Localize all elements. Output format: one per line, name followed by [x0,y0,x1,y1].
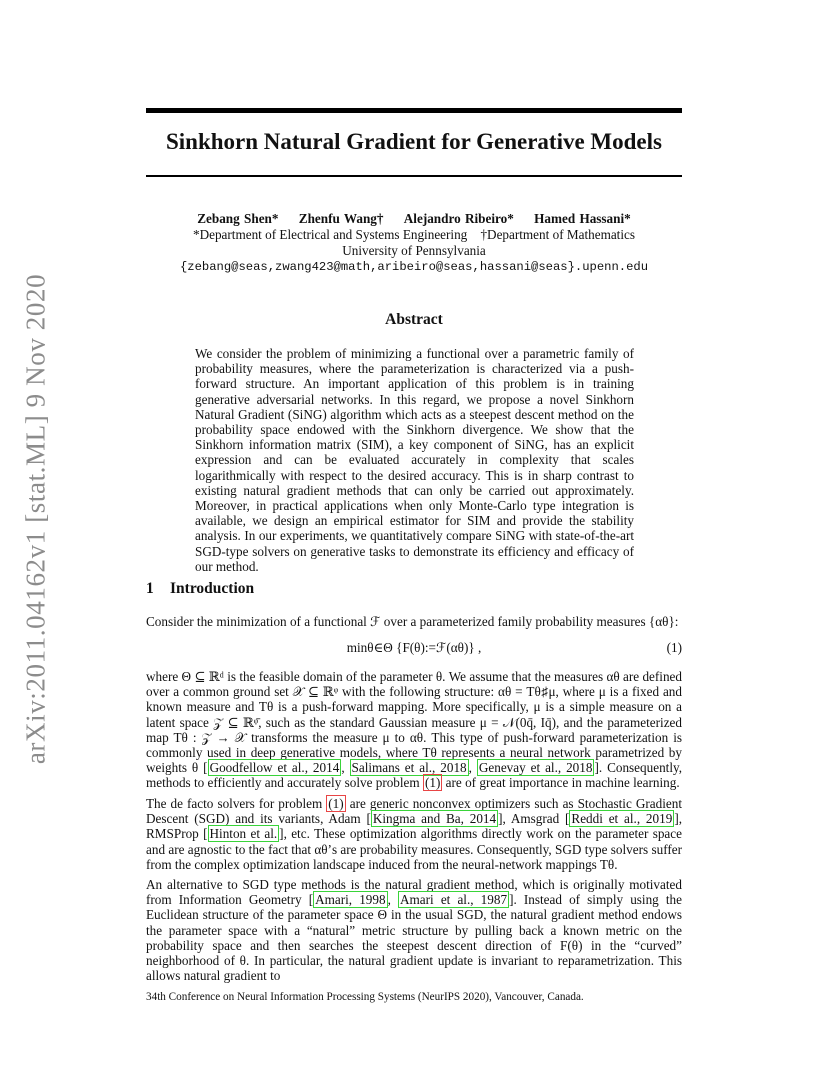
paragraph-text: ], etc. These optimization algorithms directly work on the parameter space and are agnostic to the fact that αθ’s are probability measures. Consequently, SGD type solvers suffer from the complex optimization landscape induced from the neural-network mappings Tθ. [146,826,682,872]
author-name: Hamed Hassani* [534,211,631,226]
equation-expression: minθ∈Θ {F(θ):=ℱ(αθ)} , [346,640,482,655]
paragraph-text: An alternative to SGD type methods is the natural gradient method, which is originally motivated from Information Geometry [ [146,877,682,908]
paragraph-text: are generic nonconvex optimizers such as Stochastic Gradient Descent (SGD) and its variants, Adam [ [146,796,682,827]
arxiv-identifier-stamp [14,273,58,765]
equation-reference-link[interactable]: (1) [424,775,441,791]
paragraph-text: The de facto solvers for problem [146,796,327,811]
paragraph-text: where Θ ⊆ ℝᵈ is the feasible domain of the parameter θ. We assume that the measures αθ are defined over a common ground set 𝒳 ⊆ ℝᵠ with the following structure: αθ = Tθ♯μ, where μ is a fixed and known measure and Tθ is a push-forward mapping. More specifically, μ is a simple measure on a latent space 𝒵 ⊆ ℝᵠ̄, such as the standard Gaussian measure μ = 𝒩(0q̄, Iq̄), and the parameterized map Tθ : 𝒵 → 𝒳 transforms the measure μ to αθ. This type of push-forward parameterization is commonly used in deep generative models, where Tθ represents a neural network parametrized by weights θ [ [146,669,682,776]
citation-separator: , [468,760,477,776]
citation-link[interactable]: Hinton et al. [209,826,278,842]
author-names [146,211,682,227]
paragraph-text: ], RMSProp [ [146,811,683,842]
paragraph-text: ]. Instead of simply using the Euclidean structure of the parameter space Θ in the usual SGD, the natural gradient method endows the parameter space with a “natural” metric structure by pulling back a known metric on the probability space and then searches the steepest descent direction of F(θ) in the “curved” neighborhood of θ. In particular, the natural gradient update is invariant to reparametrization. This allows natural gradient to [146,892,682,984]
citation-link[interactable]: Kingma and Ba, 2014 [372,811,497,827]
section-heading [146,580,254,598]
author-emails: {zebang@seas,zwang423@math,aribeiro@seas,hassani@seas}.upenn.edu [179,260,649,274]
citation-separator: , [387,892,399,908]
citation-link[interactable]: Reddi et al., 2019 [571,811,673,827]
paper-title: Sinkhorn Natural Gradient for Generative Models [166,129,662,154]
citation-link[interactable]: Salimans et al., 2018 [351,760,467,776]
author-name: Zebang Shen* [197,211,279,226]
affiliation-line: *Department of Electrical and Systems Engineering †Department of Mathematics [192,227,635,242]
citation-link[interactable]: Amari, 1998 [315,892,386,908]
intro-paragraph: Consider the minimization of a functional ℱ over a parameterized family probability measures {αθ}: [146,614,679,629]
paragraph-text: are of great importance in machine learning. [442,775,680,791]
citation-link[interactable]: Genevay et al., 2018 [478,760,593,776]
paragraph-text: ]. Consequently, methods to efficiently and accurately solve problem [146,760,683,791]
equation-1 [146,638,682,664]
title-bottom-rule [146,175,682,177]
arxiv-identifier-text: arXiv:2011.04162v1 [stat.ML] 9 Nov 2020 [20,273,51,765]
author-name: Zhenfu Wang† [298,211,384,226]
section-number: 1 [146,580,154,597]
abstract-text: We consider the problem of minimizing a functional over a parametric family of probability measures, where the parameterization is characterized via a push-forward structure. An important application of this problem is in training generative adversarial networks. In this regard, we propose a novel Sinkhorn Natural Gradient (SiNG) algorithm which acts as a steepest descent method on the probability space endowed with the Sinkhorn divergence. We show that the Sinkhorn information matrix (SIM), a key component of SiNG, has an explicit expression and can be evaluated accurately in complexity that scales logarithmically with respect to the desired accuracy. This is in sharp contrast to existing natural gradient methods that can only be carried out approximately. Moreover, in practical applications when only Monte-Carlo type integration is available, we design an empirical estimator for SIM and provide the stability analysis. In our experiments, we quantitatively compare SiNG with state-of-the-art SGD-type solvers on generative tasks to demonstrate its efficiency and efficacy of our method. [195,346,634,574]
paragraph-problem-setup [146,669,682,791]
author-block [146,211,682,275]
conference-footer: 34th Conference on Neural Information Processing Systems (NeurIPS 2020), Vancouver, Canada. [146,991,584,1003]
citation-separator: , [341,760,350,776]
equation-number: (1) [666,640,682,655]
paragraph-natural-gradient [146,877,682,983]
citation-link[interactable]: Amari et al., 1987 [400,892,508,908]
citation-link[interactable]: Goodfellow et al., 2014 [209,760,340,776]
abstract-heading: Abstract [385,311,443,328]
title-top-rule [146,108,682,113]
paragraph-sgd-solvers [146,796,682,872]
author-name: Alejandro Ribeiro* [403,211,514,226]
university-line: University of Pennsylvania [342,243,486,258]
equation-reference-link[interactable]: (1) [328,796,344,811]
paragraph-text: ], Amsgrad [ [498,811,570,827]
section-title: Introduction [170,580,255,597]
